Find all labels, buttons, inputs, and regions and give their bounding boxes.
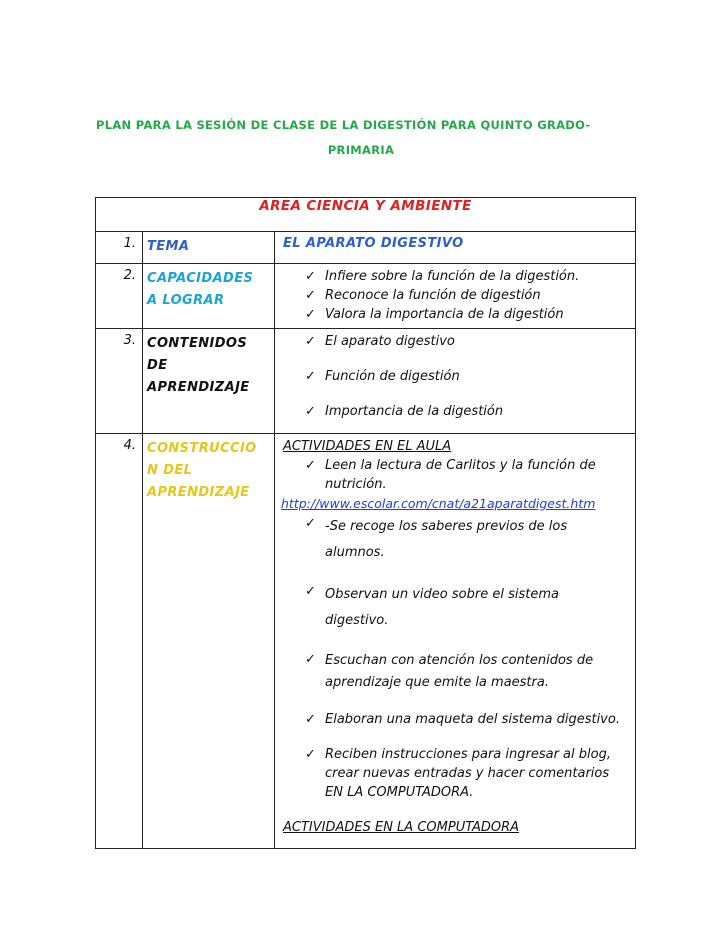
check-icon: ✓ bbox=[305, 516, 316, 531]
row-label: CONSTRUCCIO N DEL APRENDIZAJE bbox=[143, 434, 275, 849]
resource-link[interactable]: http://www.escolar.com/cnat/a21aparatdigest.htm bbox=[281, 496, 596, 511]
check-icon: ✓ bbox=[305, 334, 316, 349]
check-icon: ✓ bbox=[305, 652, 316, 667]
topic-value: EL APARATO DIGESTIVO bbox=[275, 232, 636, 264]
lesson-plan-table bbox=[95, 197, 636, 849]
area-heading: AREA CIENCIA Y AMBIENTE bbox=[259, 198, 472, 214]
list-item: ✓ Importancia de la digestión bbox=[305, 404, 504, 419]
list-item: ✓ Función de digestión bbox=[305, 369, 460, 384]
list-item: ✓ Elaboran una maqueta del sistema digestivo. bbox=[305, 712, 620, 727]
area-row bbox=[96, 198, 636, 232]
list-item: ✓ Reconoce la función de digestión bbox=[305, 288, 541, 303]
label-line: CAPACIDADES bbox=[147, 271, 254, 286]
check-icon: ✓ bbox=[305, 584, 316, 599]
label-line: A LOGRAR bbox=[147, 293, 225, 308]
title-line-1: PLAN PARA LA SESIÓN DE CLASE DE LA DIGESTIÓN PARA QUINTO GRADO- bbox=[96, 118, 591, 132]
table-row bbox=[96, 434, 636, 849]
row-number: 3. bbox=[96, 329, 143, 434]
check-icon: ✓ bbox=[305, 404, 316, 419]
table-row bbox=[96, 232, 636, 264]
check-icon: ✓ bbox=[305, 747, 316, 762]
row-label: TEMA bbox=[143, 232, 275, 264]
contents-cell bbox=[275, 329, 636, 434]
list-item: ✓ Valora la importancia de la digestión bbox=[305, 307, 564, 322]
activities-cell bbox=[275, 434, 636, 849]
computer-activities-heading: ACTIVIDADES EN LA COMPUTADORA bbox=[283, 820, 520, 835]
capabilities-cell bbox=[275, 264, 636, 329]
table-row bbox=[96, 329, 636, 434]
list-item: ✓ Escuchan con atención los contenidos de aprendizaje que emite la maestra. bbox=[305, 652, 594, 690]
document-title bbox=[96, 113, 636, 163]
check-icon: ✓ bbox=[305, 269, 316, 284]
title-line-2: PRIMARIA bbox=[327, 143, 395, 157]
check-icon: ✓ bbox=[305, 712, 316, 727]
row-number: 1. bbox=[96, 232, 143, 264]
list-item: ✓ El aparato digestivo bbox=[305, 334, 455, 349]
list-item: ✓ Infiere sobre la función de la digestión. bbox=[305, 269, 580, 284]
list-item: ✓ -Se recoge los saberes previos de los alumnos. bbox=[305, 516, 568, 560]
row-number: 4. bbox=[96, 434, 143, 849]
check-icon: ✓ bbox=[305, 288, 316, 303]
row-label bbox=[143, 264, 275, 329]
table-row bbox=[96, 264, 636, 329]
row-label: CONTENIDOS DE APRENDIZAJE bbox=[143, 329, 275, 434]
check-icon: ✓ bbox=[305, 307, 316, 322]
check-icon: ✓ bbox=[305, 458, 316, 473]
list-item: ✓ Leen la lectura de Carlitos y la función de nutrición. bbox=[305, 458, 596, 492]
row-number: 2. bbox=[96, 264, 143, 329]
list-item: ✓ Observan un video sobre el sistema digestivo. bbox=[305, 584, 559, 628]
check-icon: ✓ bbox=[305, 369, 316, 384]
classroom-activities-heading: ACTIVIDADES EN EL AULA bbox=[283, 439, 452, 454]
list-item: ✓ Reciben instrucciones para ingresar al blog, crear nuevas entradas y hacer comentarios EN LA COMPUTADORA. bbox=[305, 747, 611, 800]
